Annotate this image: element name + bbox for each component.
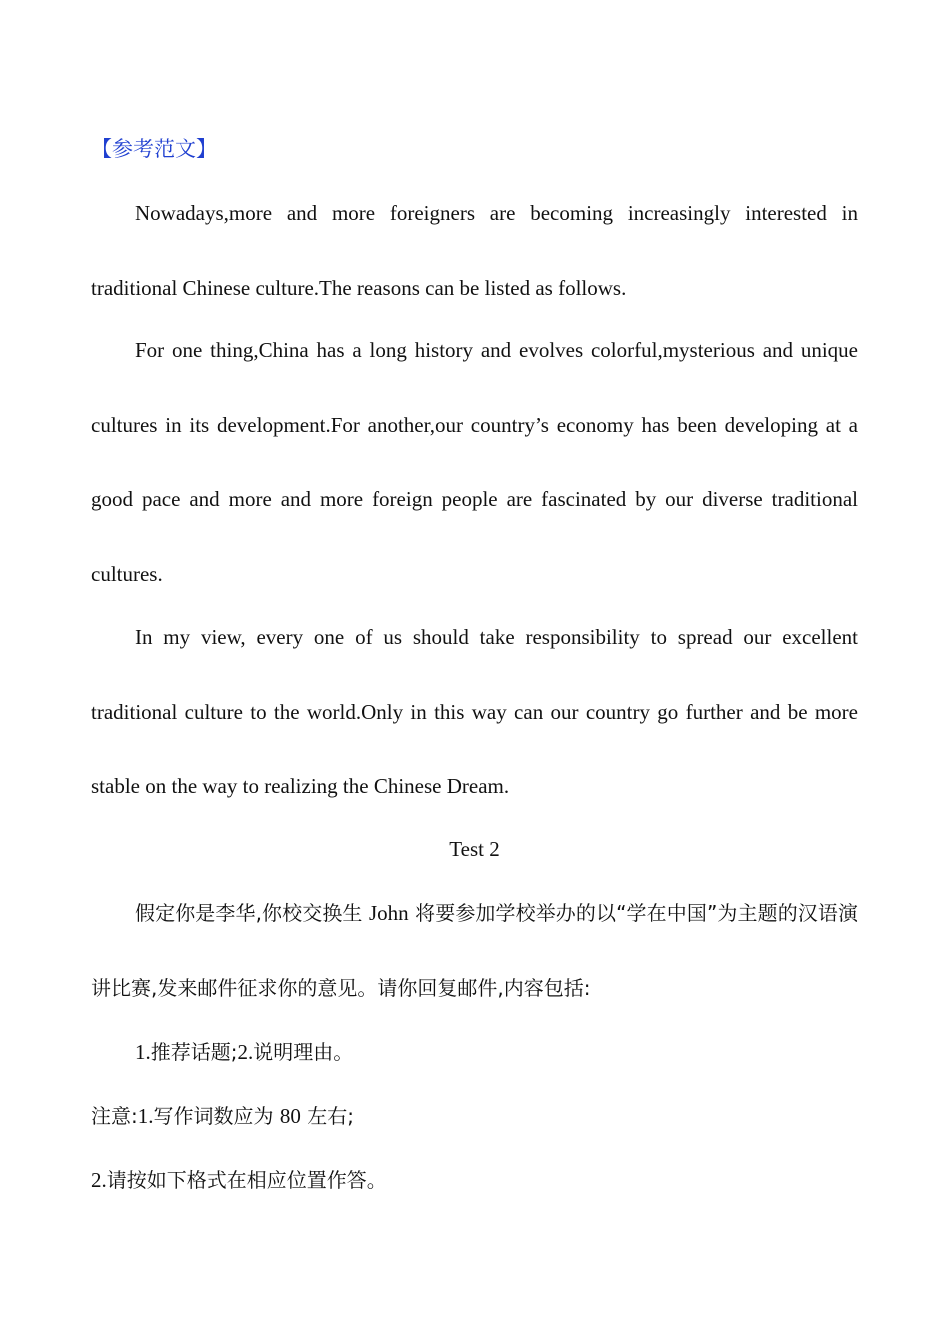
- essay-paragraph-2: For one thing,China has a long history and evolves colorful,mysterious and unique cultures in its development.For another,our country’s economy has been developing at a good pace and more and more foreign people are fascinated by our diverse traditional cultures.: [91, 338, 858, 587]
- test-2-title: Test 2: [449, 837, 500, 861]
- content-item-1-number: 1.: [135, 1040, 151, 1064]
- notes-line-2: [91, 1162, 387, 1198]
- content-item-2-number: 2.: [237, 1040, 254, 1064]
- notes-2-text: 请按如下格式在相应位置作答。: [106, 1168, 387, 1192]
- prompt-name: John: [368, 901, 409, 925]
- prompt-text-start: 假定你是李华,你校交换生: [135, 901, 369, 925]
- notes-label: 注意:: [91, 1104, 138, 1128]
- content-item-2-text: 说明理由。: [253, 1040, 354, 1064]
- essay-paragraph-1: Nowadays,more and more foreigners are becoming increasingly interested in traditional Chinese culture.The reasons can be listed as follows.: [91, 201, 858, 300]
- notes-line-1: [91, 1098, 354, 1134]
- notes-1-number: 1.: [137, 1104, 154, 1128]
- prompt-text-end: 将要参加学校举办的以“学在中国”为主题的汉语演讲比赛,发来邮件征求你的意见。请你回复邮件,内容包括:: [91, 901, 858, 1000]
- content-item-1-text: 推荐话题;: [150, 1040, 238, 1064]
- essay-paragraph-3: In my view, every one of us should take responsibility to spread our excellent traditional culture to the world.Only in this way can our country go further and be more stable on the way to realizing the Chinese Dream.: [91, 625, 858, 799]
- content-items: [135, 1034, 353, 1070]
- notes-2-number: 2.: [91, 1168, 107, 1192]
- reference-essay-heading: 【参考范文】: [91, 137, 217, 161]
- notes-1-text: 写作词数应为: [153, 1104, 280, 1128]
- notes-1-text-end: 左右;: [300, 1104, 354, 1128]
- word-count: 80: [279, 1104, 301, 1128]
- test-2-prompt: [91, 876, 858, 1025]
